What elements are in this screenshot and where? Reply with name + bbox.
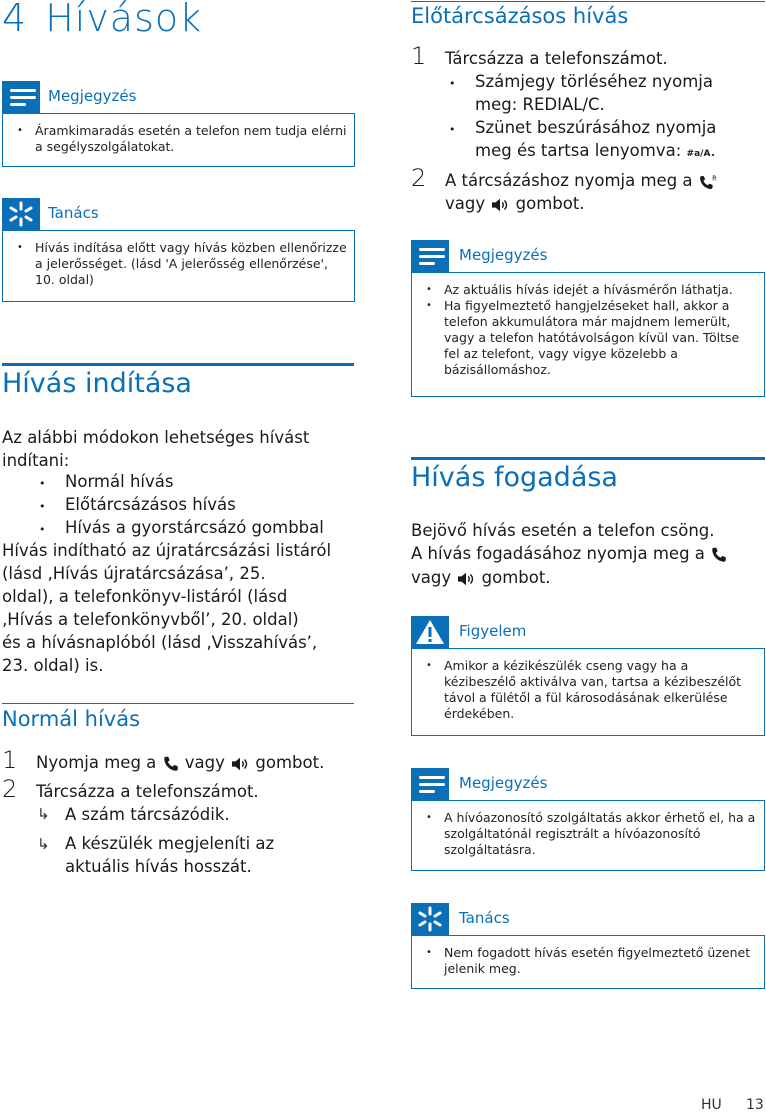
- paragraph-line: Hívás indítható az újratárcsázási listáról: [2, 541, 332, 560]
- receive-text-part: A hívás fogadásához nyomja meg a: [411, 544, 705, 563]
- method-item: •: [39, 523, 46, 536]
- paragraph-line: oldal), a telefonkönyv-listáról (lásd: [2, 587, 288, 606]
- sub-text-end: .: [599, 95, 605, 114]
- note-label: Megjegyzés: [459, 774, 548, 792]
- tip-icon: [2, 198, 40, 230]
- note-label: Megjegyzés: [48, 87, 137, 105]
- step-text-pre: A tárcsázáshoz nyomja meg a: [445, 171, 693, 190]
- note-item: • Az aktuális hívás idejét a hívásmérőn láthatja.: [418, 282, 758, 298]
- step-text-pre: Nyomja meg a: [36, 753, 157, 772]
- key-label: REDIAL/C: [522, 95, 600, 114]
- result-text: aktuális hívás hosszát.: [65, 857, 252, 876]
- note-item: • A hívóazonosító szolgáltatás akkor érhető el, ha a szolgáltatónál regisztrált a hívóazonosító szolgáltatásra.: [418, 810, 758, 858]
- section-rule: [411, 457, 765, 460]
- step-number: 1: [2, 746, 18, 774]
- warning-icon: [411, 616, 449, 648]
- step-number: 2: [411, 164, 427, 192]
- note-icon: [411, 240, 449, 272]
- warning-box: [411, 648, 765, 736]
- note-box: [411, 272, 765, 397]
- method-item: •: [39, 500, 46, 513]
- subsection-title: Előtárcsázásos hívás: [411, 4, 629, 28]
- note-item: • Ha figyelmeztető hangjelzéseket hall, akkor a telefon akkumulátora már majdnem lemerült, vagy a telefon hatótávolságon kívül van. Töltse fel az telefont, vagy vigye közelebb a bázisállomáshoz.: [418, 298, 758, 378]
- receive-text-post: gombot.: [481, 568, 551, 587]
- method-item: •: [39, 477, 46, 490]
- receive-text: [411, 542, 728, 565]
- tip-box: [411, 935, 765, 989]
- note-box: [2, 113, 355, 167]
- result-arrow-icon: ↳: [37, 805, 50, 823]
- sub-bullet: •: [449, 77, 456, 90]
- phone-icon: [162, 755, 180, 773]
- step-number: 2: [2, 775, 18, 803]
- receive-text: [411, 566, 551, 589]
- paragraph-line: 23. oldal) is.: [2, 656, 104, 675]
- subsection-rule: [2, 703, 354, 704]
- sub-text: [475, 93, 605, 116]
- sub-text: Szünet beszúrásához nyomja: [475, 118, 717, 137]
- tip-icon: [411, 903, 449, 935]
- step-text-mid: vagy: [184, 753, 225, 772]
- section-title: Hívás fogadása: [411, 462, 618, 493]
- result-text: A készülék megjeleníti az: [65, 834, 275, 853]
- step-text: [445, 192, 585, 215]
- page-number: 13: [746, 1097, 764, 1113]
- intro-text: Az alábbi módokon lehetséges hívást indítani:: [2, 428, 310, 470]
- method-label: Előtárcsázásos hívás: [65, 495, 236, 514]
- tip-label: Tanács: [459, 909, 510, 927]
- section-rule: [2, 363, 354, 366]
- chapter-number: 4: [2, 0, 28, 40]
- result-text: A szám tárcsázódik.: [65, 805, 230, 824]
- note-item: • Áramkimaradás esetén a telefon nem tudja elérni a segélyszolgálatokat.: [9, 123, 348, 155]
- sub-text-part: meg:: [475, 95, 518, 114]
- step-text: [36, 751, 324, 774]
- method-label: Hívás a gyorstárcsázó gombbal: [65, 518, 324, 537]
- tip-label: Tanács: [48, 204, 99, 222]
- speaker-icon: [490, 197, 510, 213]
- step-number: 1: [411, 42, 427, 70]
- step-text: Tárcsázza a telefonszámot.: [445, 49, 668, 68]
- chapter-name: Hívások: [45, 0, 203, 40]
- note-icon: [2, 81, 40, 113]
- key-label: #a/A: [686, 149, 711, 159]
- subsection-rule: [411, 1, 765, 2]
- speaker-icon: [230, 756, 250, 772]
- paragraph-line: (lásd ‚Hívás újratárcsázása’, 25.: [2, 564, 266, 583]
- paragraph-line: ‚Hívás a telefonkönyvből’, 20. oldal): [2, 610, 299, 629]
- step-text: Tárcsázza a telefonszámot.: [36, 782, 259, 801]
- sub-text: Számjegy törléséhez nyomja: [475, 72, 713, 91]
- step-text-mid: vagy: [445, 194, 486, 213]
- section-title: Hívás indítása: [2, 368, 192, 399]
- receive-text: Bejövő hívás esetén a telefon csöng.: [411, 521, 715, 540]
- sub-text-end: .: [710, 141, 716, 160]
- receive-text-mid: vagy: [411, 568, 452, 587]
- result-arrow-icon: ↳: [37, 835, 50, 853]
- step-text-post: gombot.: [255, 753, 325, 772]
- paragraph-line: és a hívásnaplóból (lásd ‚Visszahívás’,: [2, 633, 318, 652]
- warning-item: • Amikor a kézikészülék cseng vagy ha a kézibeszélő aktiválva van, tartsa a kézibeszélőt távol a fülétől a fül károsodásának elkerülése érdekében.: [418, 658, 758, 722]
- footer-language: HU: [701, 1097, 722, 1113]
- note-icon: [411, 768, 449, 800]
- sub-text: [475, 139, 716, 166]
- tip-item: • Hívás indítása előtt vagy hívás közben ellenőrizze a jelerősséget. (lásd 'A jelerősség ellenőrzése', 10. oldal): [9, 240, 348, 288]
- warning-label: Figyelem: [459, 622, 527, 640]
- tip-item: • Nem fogadott hívás esetén figyelmeztető üzenet jelenik meg.: [418, 945, 758, 977]
- tip-box: [2, 230, 355, 302]
- step-text: [445, 169, 718, 192]
- chapter-title: [2, 0, 202, 40]
- phone-redial-icon: [698, 173, 718, 191]
- sub-bullet: •: [449, 123, 456, 136]
- method-label: Normál hívás: [65, 472, 174, 491]
- step-text-post: gombot.: [515, 194, 585, 213]
- note-box: [411, 800, 765, 871]
- speaker-icon: [456, 571, 476, 587]
- sub-text-part: meg és tartsa lenyomva:: [475, 141, 682, 160]
- subsection-title: Normál hívás: [2, 707, 141, 731]
- note-label: Megjegyzés: [459, 246, 548, 264]
- phone-icon: [710, 546, 728, 564]
